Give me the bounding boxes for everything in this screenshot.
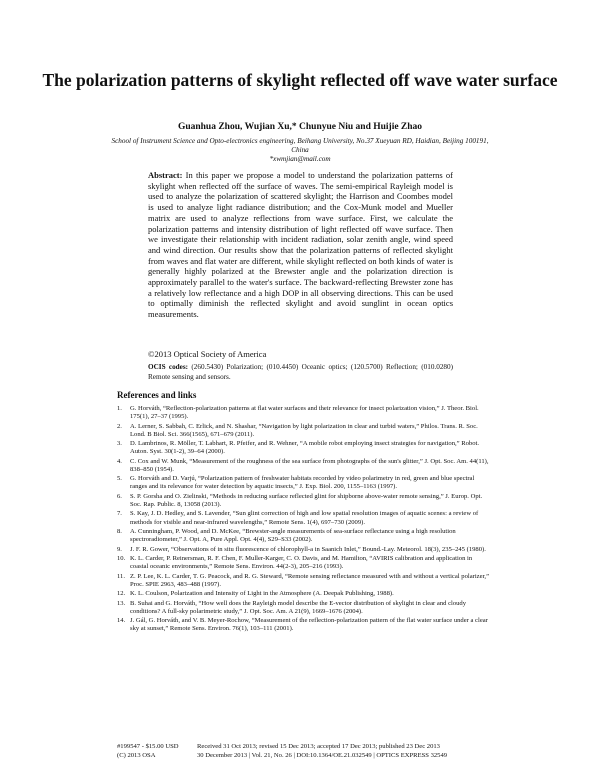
author-list: Guanhua Zhou, Wujian Xu,* Chunyue Niu and Huijie Zhao	[177, 122, 423, 132]
reference-text: S. P. Gorsha and O. Zielinski, “Methods in reducing surface reflected glint for shipborne above-water remote sensing,” J. Europ. Opt. Soc. Rap. Public. 8, 13058 (2013).	[130, 492, 483, 508]
footer-citation: 30 December 2013 | Vol. 21, No. 26 | DOI:10.1364/OE.21.032549 | OPTICS EXPRESS 32549	[197, 752, 448, 759]
reference-item	[117, 493, 489, 509]
reference-text: J. Gál, G. Horváth, and V. B. Meyer-Rochow, “Measurement of the reflection-polarization pattern of the flat water surface under a clear sky at sunset,” Remote Sens. Environ. 76(1), 103–111 (2001).	[130, 617, 488, 633]
reference-number: 2.	[117, 422, 122, 430]
reference-item	[117, 617, 489, 633]
abstract-label: Abstract:	[148, 170, 183, 180]
copyright: ©2013 Optical Society of America	[148, 349, 267, 359]
affiliation-text: School of Instrument Science and Opto-electronics engineering, Beihang University, No.37 Xueyuan RD, Haidian, Beijing 100191, China	[111, 137, 489, 154]
reference-text: G. Horváth, “Reflection-polarization patterns at flat water surfaces and their relevance for insect polarization vision,” J. Theor. Biol. 175(1), 27–37 (1995).	[130, 405, 479, 421]
footer-copyright: (C) 2013 OSA	[117, 752, 156, 759]
reference-text: S. Kay, J. D. Hedley, and S. Lavender, “Sun glint correction of high and low spatial resolution images of aquatic scenes: a review of methods for visible and near-infrared wavelengths,” Remote Sens. 1(4), 697–730 (2009).	[130, 510, 479, 526]
reference-text: Z. P. Lee, K. L. Carder, T. G. Peacock, and R. G. Steward, “Remote sensing reflectance measured with and without a vertical polarizer,” Proc. SPIE 2963, 483–488 (1997).	[130, 572, 490, 588]
reference-text: A. Lerner, S. Sabbah, C. Erlick, and N. Shashar, “Navigation by light polarization in clear and turbid waters,” Philos. Trans. R. Soc. Lond. B Biol. Sci. 366(1565), 671–679 (2011).	[130, 422, 478, 438]
abstract	[148, 170, 453, 320]
reference-number: 10.	[117, 555, 126, 563]
reference-text: K. L. Carder, P. Reinersman, R. F. Chen, F. Muller-Karger, C. O. Davis, and M. Hamilton, “AVIRIS calibration and application in coastal oceanic environments,” Remote Sens. Environ. 44(2-3), 205–216 (1993).	[130, 555, 473, 571]
email-link[interactable]: *xwmjian@mail.com	[269, 155, 331, 163]
reference-item	[117, 528, 489, 544]
reference-item	[117, 510, 489, 526]
reference-item	[117, 590, 489, 598]
reference-text: C. Cox and W. Munk, “Measurement of the roughness of the sea surface from photographs of the sun's glitter,” J. Opt. Soc. Am. 44(11), 838–850 (1954).	[130, 457, 489, 473]
reference-item	[117, 600, 489, 616]
reference-item	[117, 458, 489, 474]
ocis-label: OCIS codes:	[148, 363, 189, 371]
reference-list	[117, 405, 489, 635]
reference-number: 11.	[117, 572, 125, 580]
abstract-text: In this paper we propose a model to understand the polarization patterns of skylight when reflected off the surface of waves. The semi-empirical Rayleigh model is used to analyze the polarization of scattered skylight; the Harrison and Coombes model is used to analyze light radiance distribution; and the Cox-Munk model and Mueller matrix are used to analyze reflections from wave surface. First, we calculate the polarization patterns and intensity distribution of light reflected off wave surface. Then we investigate their relationship with incident radiation, solar zenith angle, wind speed and wind direction. Our results show that the polarization patterns of reflected skylight from waves and flat water are different, while skylight reflected on both kinds of water is generally highly polarized at the Brewster angle and the polarization direction is approximately parallel to the water's surface. The backward-reflecting Brewster zone has a relatively low reflectance and a high DOP in all observing directions. This can be used to optimally diminish the reflected skylight and avoid sunglint in ocean optics measurements.	[148, 170, 454, 320]
reference-number: 14.	[117, 617, 126, 625]
reference-number: 5.	[117, 475, 122, 483]
reference-text: G. Horváth and D. Varjú, “Polarization pattern of freshwater habitats recorded by video polarimetry in red, green and blue spectral ranges and its relevance for water detection by aquatic insects,” J. Exp. Biol. 200, 1155–1163 (1997).	[130, 475, 475, 491]
reference-item	[117, 573, 489, 589]
reference-item	[117, 546, 489, 554]
reference-item	[117, 475, 489, 491]
reference-number: 7.	[117, 510, 122, 518]
ocis-text: (260.5430) Polarization; (010.4450) Oceanic optics; (120.5700) Reflection; (010.0280) Remote sensing and sensors.	[148, 363, 453, 381]
reference-item	[117, 440, 489, 456]
paper-title: The polarization patterns of skylight reflected off wave water surface	[42, 70, 558, 90]
ocis-codes	[148, 363, 453, 382]
reference-number: 3.	[117, 440, 122, 448]
reference-item	[117, 555, 489, 571]
reference-text: K. L. Coulson, Polarization and Intensity of Light in the Atmosphere (A. Deepak Publishing, 1988).	[130, 590, 394, 598]
reference-text: D. Lambrinos, R. Möller, T. Labhart, R. Pfeifer, and R. Wehner, “A mobile robot employing insect strategies for navigation,” Robot. Auton. Syst. 30(1-2), 39–64 (2000).	[130, 440, 479, 456]
reference-item	[117, 423, 489, 439]
reference-number: 1.	[117, 405, 122, 412]
affiliation	[110, 137, 490, 164]
reference-number: 12.	[117, 590, 126, 598]
reference-number: 6.	[117, 492, 122, 500]
footer-dates: Received 31 Oct 2013; revised 15 Dec 2013; accepted 17 Dec 2013; published 23 Dec 2013	[197, 743, 440, 750]
reference-item	[117, 405, 489, 421]
reference-number: 8.	[117, 528, 122, 536]
reference-number: 9.	[117, 545, 122, 553]
page-footer	[117, 742, 497, 760]
footer-price: #199547 - $15.00 USD	[117, 743, 179, 750]
reference-number: 4.	[117, 457, 122, 465]
reference-number: 13.	[117, 599, 126, 607]
reference-text: A. Cunningham, P. Wood, and D. McKee, “Brewster-angle measurements of sea-surface reflectance using a high resolution spectroradiometer,” J. Opt. A, Pure Appl. Opt. 4(4), S29–S33 (2002).	[130, 528, 456, 544]
reference-text: B. Suhai and G. Horváth, “How well does the Rayleigh model describe the E-vector distribution of skylight in clear and cloudy conditions? A full-sky polarimetric study,” J. Opt. Soc. Am. A 21(9), 1669–1676 (2004).	[130, 599, 467, 615]
references-heading: References and links	[117, 390, 197, 400]
reference-text: J. F. R. Gower, “Observations of in situ fluorescence of chlorophyll-a in Saanich Inlet,” Bound.-Lay. Meteorol. 18(3), 235–245 (1980).	[130, 545, 486, 553]
